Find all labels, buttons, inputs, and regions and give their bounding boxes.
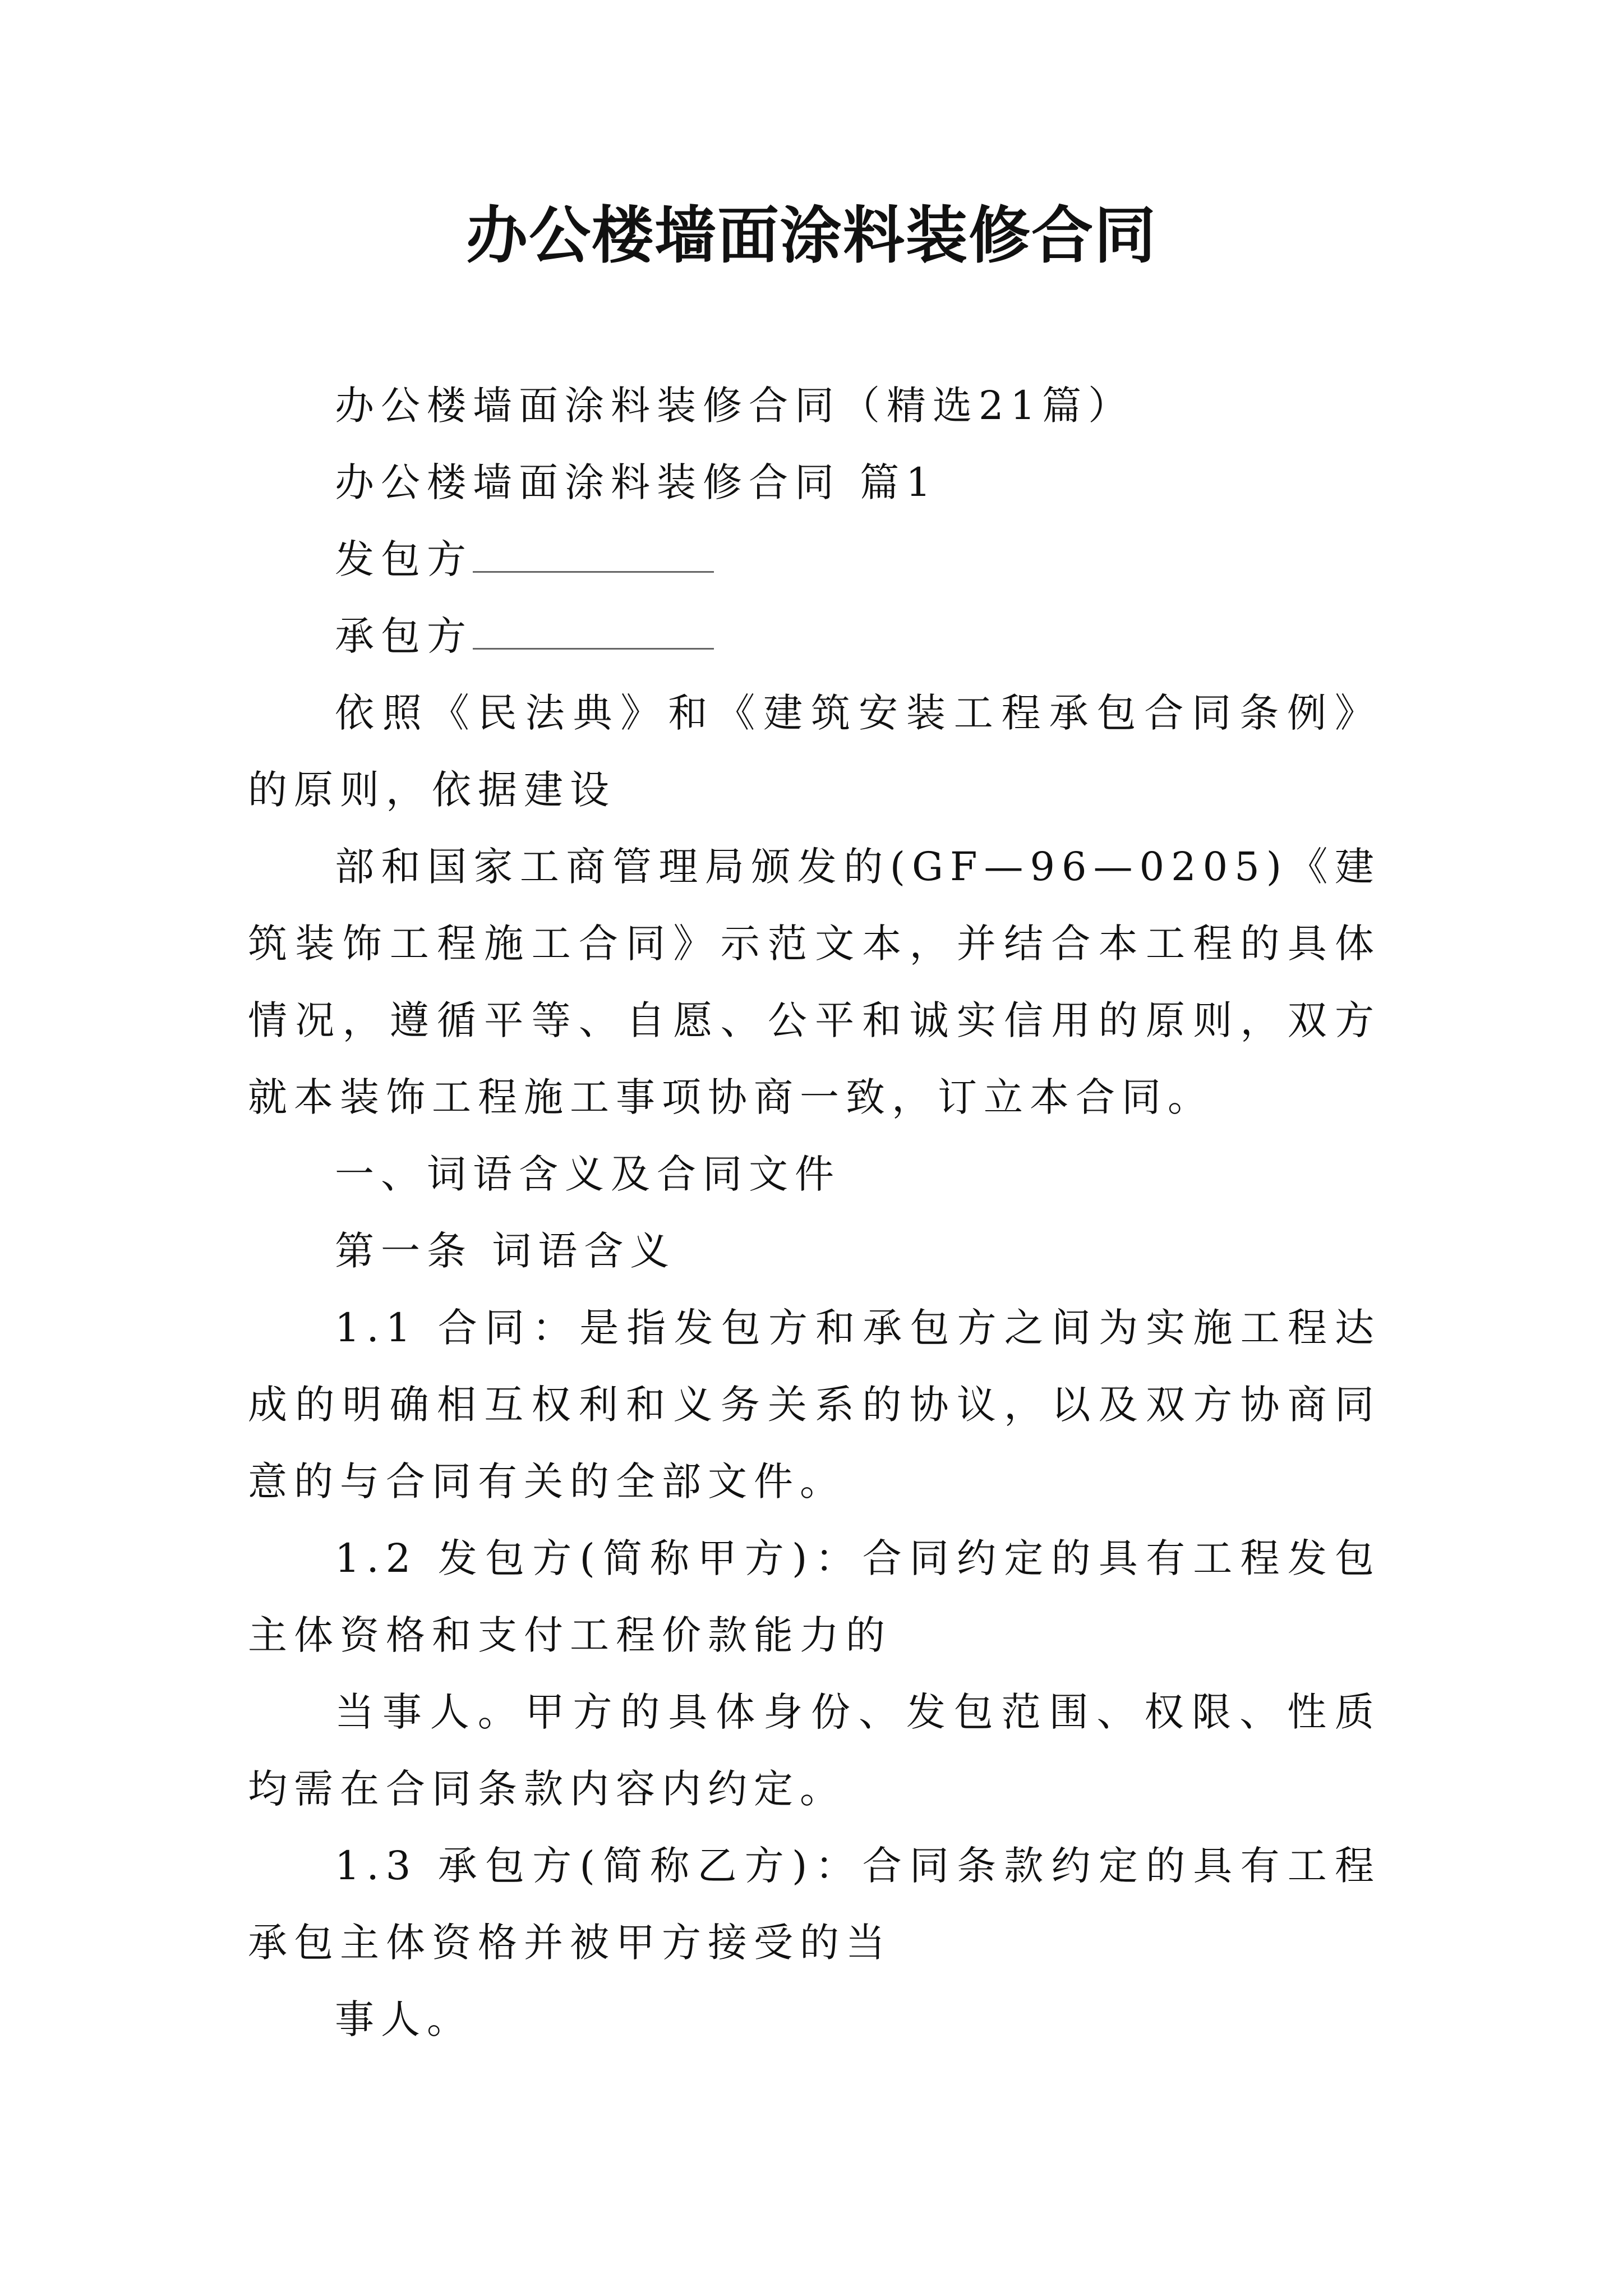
paragraph-clause-1-3: 1.3 承包方(简称乙方)：合同条款约定的具有工程承包主体资格并被甲方接受的当 (248, 1843, 1381, 1966)
paragraph-clause-1-2: 1.2 发包方(简称甲方)：合同约定的具有工程发包主体资格和支付工程价款能力的 (248, 1535, 1381, 1658)
party-a-label: 发包方 (335, 536, 473, 582)
party-b-label: 承包方 (335, 613, 473, 659)
paragraph-basis: 依照《民法典》和《建筑安装工程承包合同条例》的原则，依据建设 (248, 690, 1381, 813)
paragraph-clause-1-1: 1.1 合同：是指发包方和承包方之间为实施工程达成的明确相互权利和义务关系的协议，以及双方协商同意的与合同有关的全部文件。 (248, 1305, 1381, 1504)
party-a-blank (473, 539, 714, 573)
paragraph-section-heading: 办公楼墙面涂料装修合同 篇1 (335, 459, 938, 505)
paragraph-chapter-heading: 一、词语含义及合同文件 (335, 1151, 841, 1197)
paragraph-party-b (248, 598, 1381, 675)
paragraph-article-heading: 第一条 词语含义 (335, 1228, 676, 1274)
paragraph-clause-1-3-cont: 事人。 (335, 1996, 473, 2042)
paragraph-basis-cont: 部和国家工商管理局颁发的(GF—96—0205)《建筑装饰工程施工合同》示范文本，并结合本工程的具体情况，遵循平等、自愿、公平和诚实信用的原则，双方就本装饰工程施工事项协商一致，订立本合同。 (248, 844, 1381, 1120)
document-body (248, 367, 1381, 2058)
party-b-blank (473, 615, 714, 650)
paragraph-clause-1-2-cont: 当事人。甲方的具体身份、发包范围、权限、性质均需在合同条款内容内约定。 (248, 1689, 1381, 1812)
paragraph-subtitle: 办公楼墙面涂料装修合同（精选21篇） (335, 383, 1135, 429)
paragraph-party-a (248, 521, 1381, 598)
document-title: 办公楼墙面涂料装修合同 (466, 199, 1157, 272)
